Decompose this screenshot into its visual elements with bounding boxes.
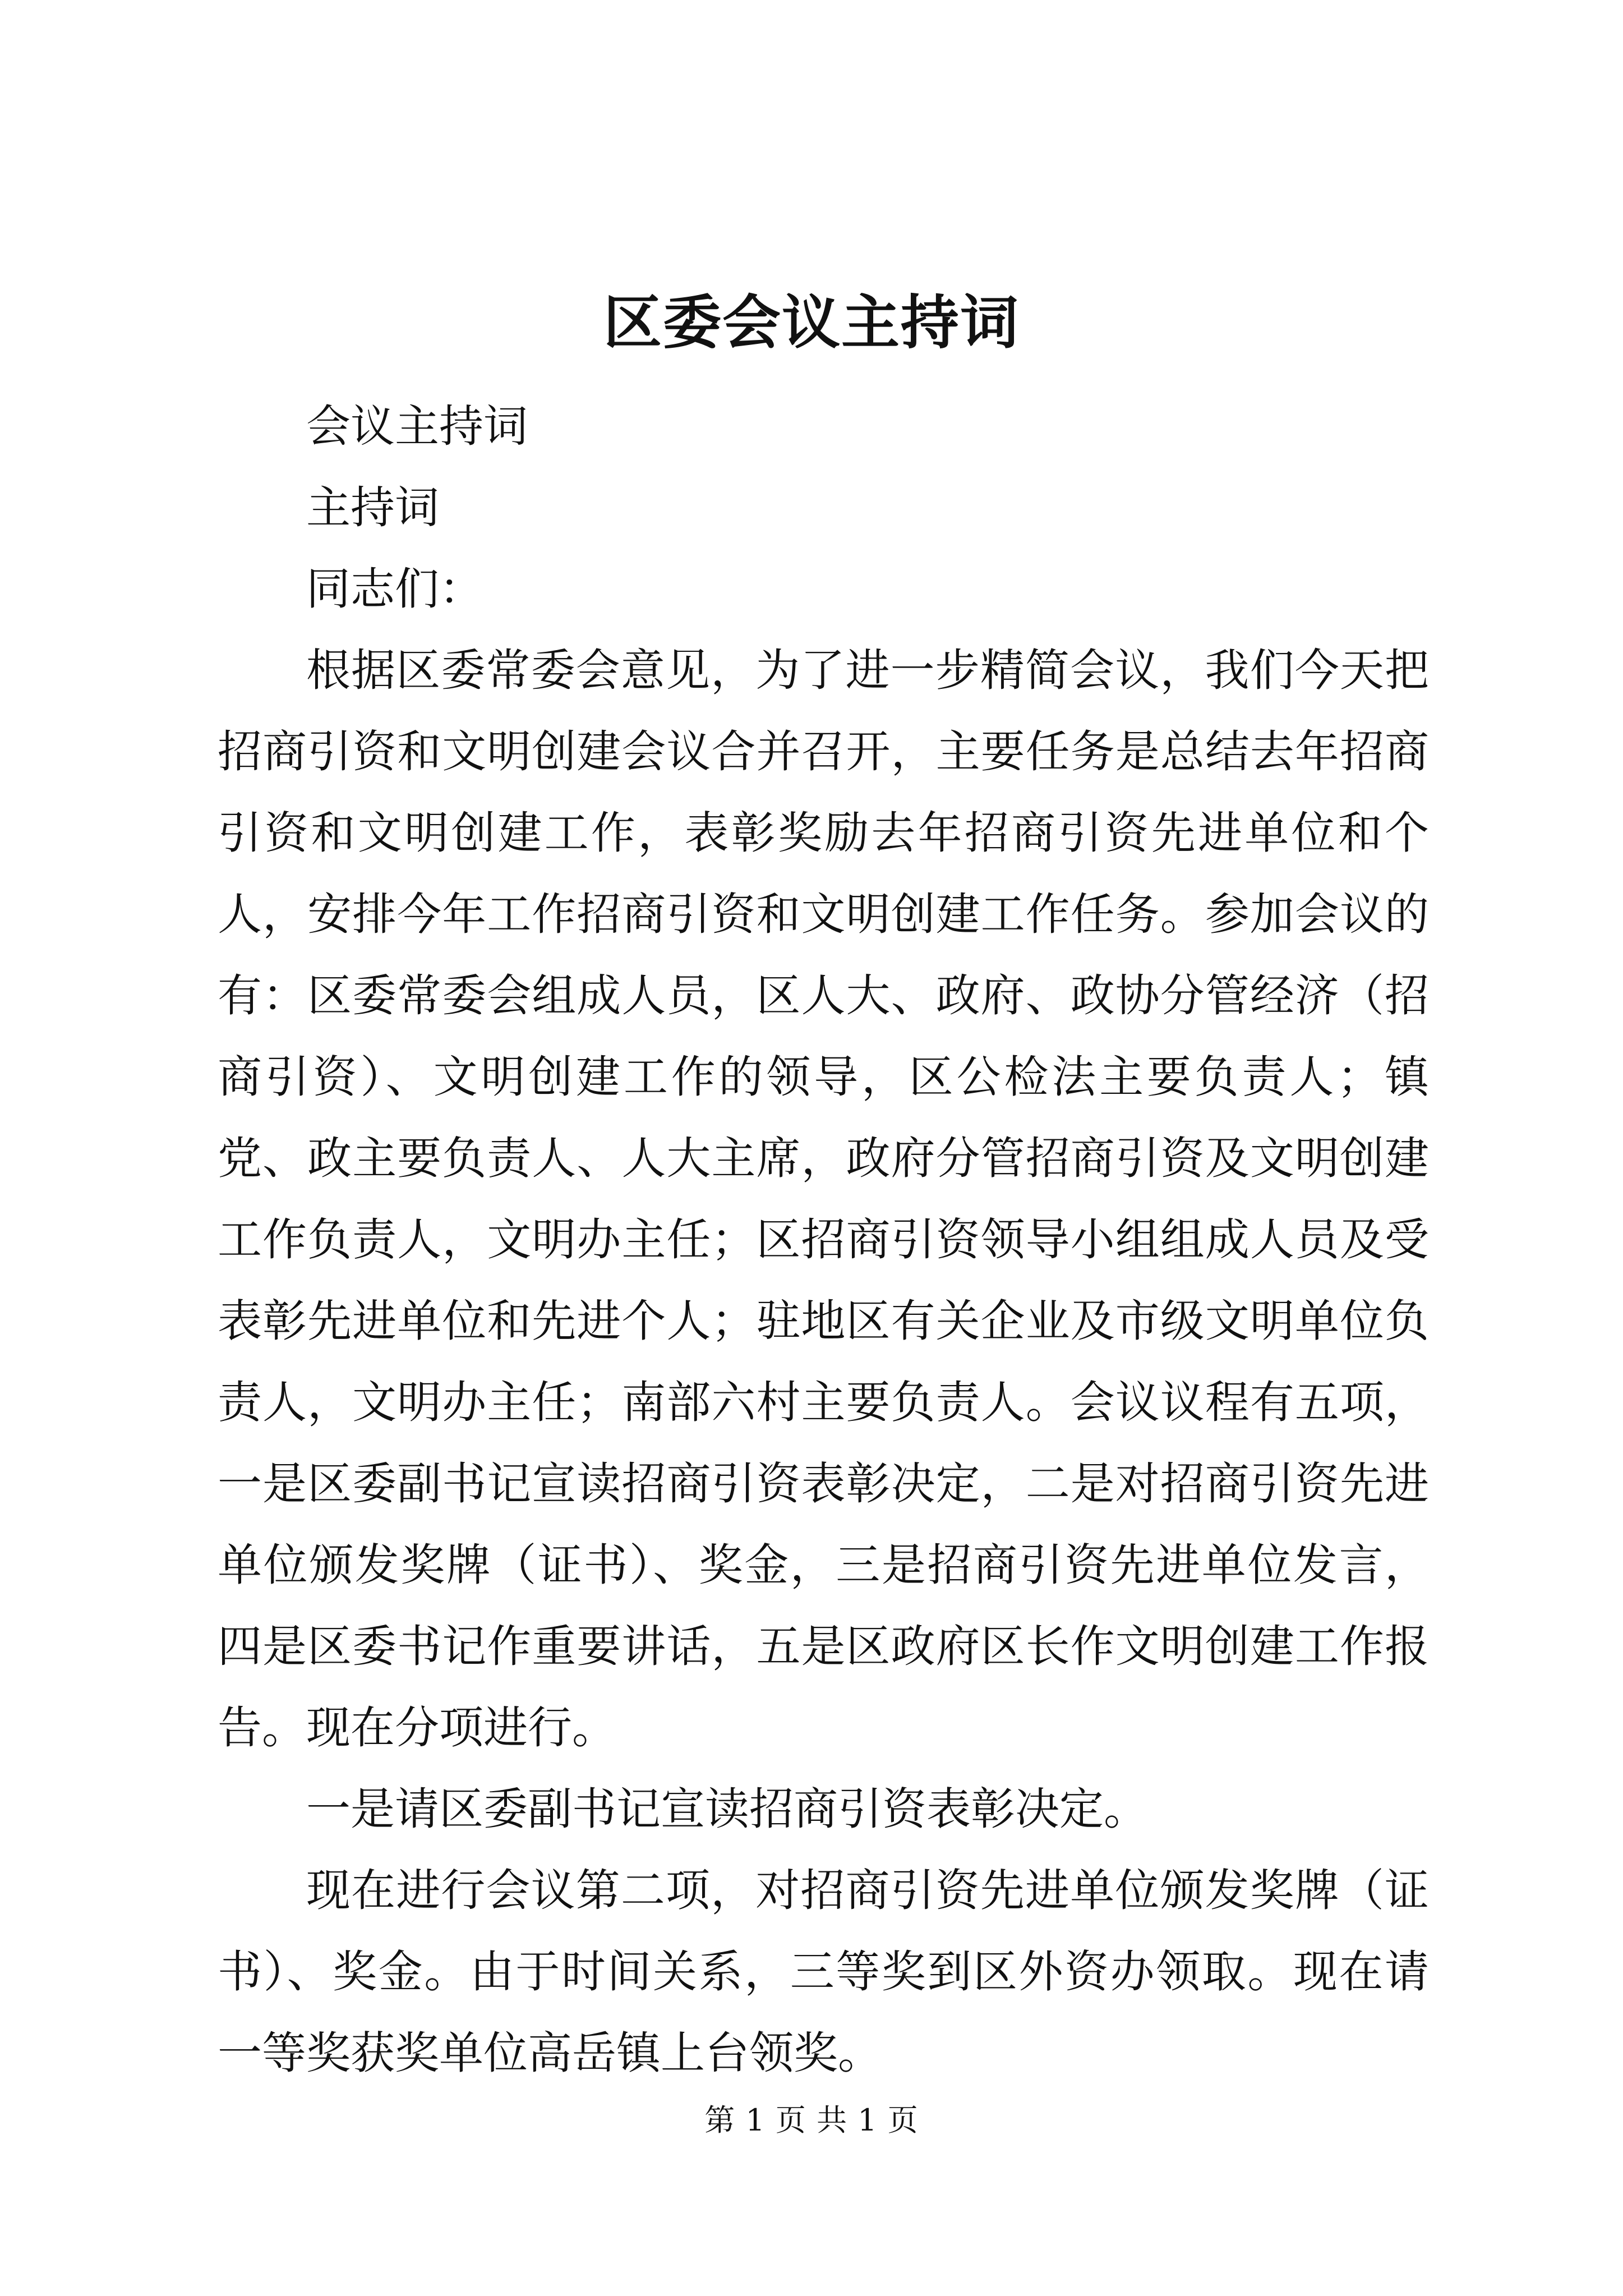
paragraph-heading-1: 会议主持词 [306,401,528,452]
paragraph-heading-2: 主持词 [306,482,439,533]
document-title: 区委会议主持词 [603,288,1020,357]
paragraph-item-1: 一是请区委副书记宣读招商引资表彰决定。 [306,1783,1148,1835]
paragraph-main: 根据区委常委会意见，为了进一步精简会议，我们今天把招商引资和文明创建会议合并召开，主要任务是总结去年招商引资和文明创建工作，表彰奖励去年招商引资先进单位和个人，安排今年工作招商引资和文明创建工作任务。参加会议的有：区委常委会组成人员，区人大、政府、政协分管经济（招商引资）、文明创建工作的领导，区公检法主要负责人；镇党、政主要负责人、人大主席，政府分管招商引资及文明创建工作负责人，文明办主任；区招商引资领导小组组成人员及受表彰先进单位和先进个人；驻地区有关企业及市级文明单位负责人，文明办主任；南部六村主要负责人。会议议程有五项，一是区委副书记宣读招商引资表彰决定，二是对招商引资先进单位颁发奖牌（证书）、奖金，三是招商引资先进单位发言，四是区委书记作重要讲话，五是区政府区长作文明创建工作报告。现在分项进行。 [218,645,1429,1754]
page-footer: 第 1 页 共 1 页 [704,2102,919,2138]
paragraph-item-2: 现在进行会议第二项，对招商引资先进单位颁发奖牌（证书）、奖金。由于时间关系，三等奖到区外资办领取。现在请一等奖获奖单位高岳镇上台领奖。 [218,1865,1429,2079]
document-body [218,386,1429,2094]
paragraph-salutation: 同志们： [306,563,483,615]
